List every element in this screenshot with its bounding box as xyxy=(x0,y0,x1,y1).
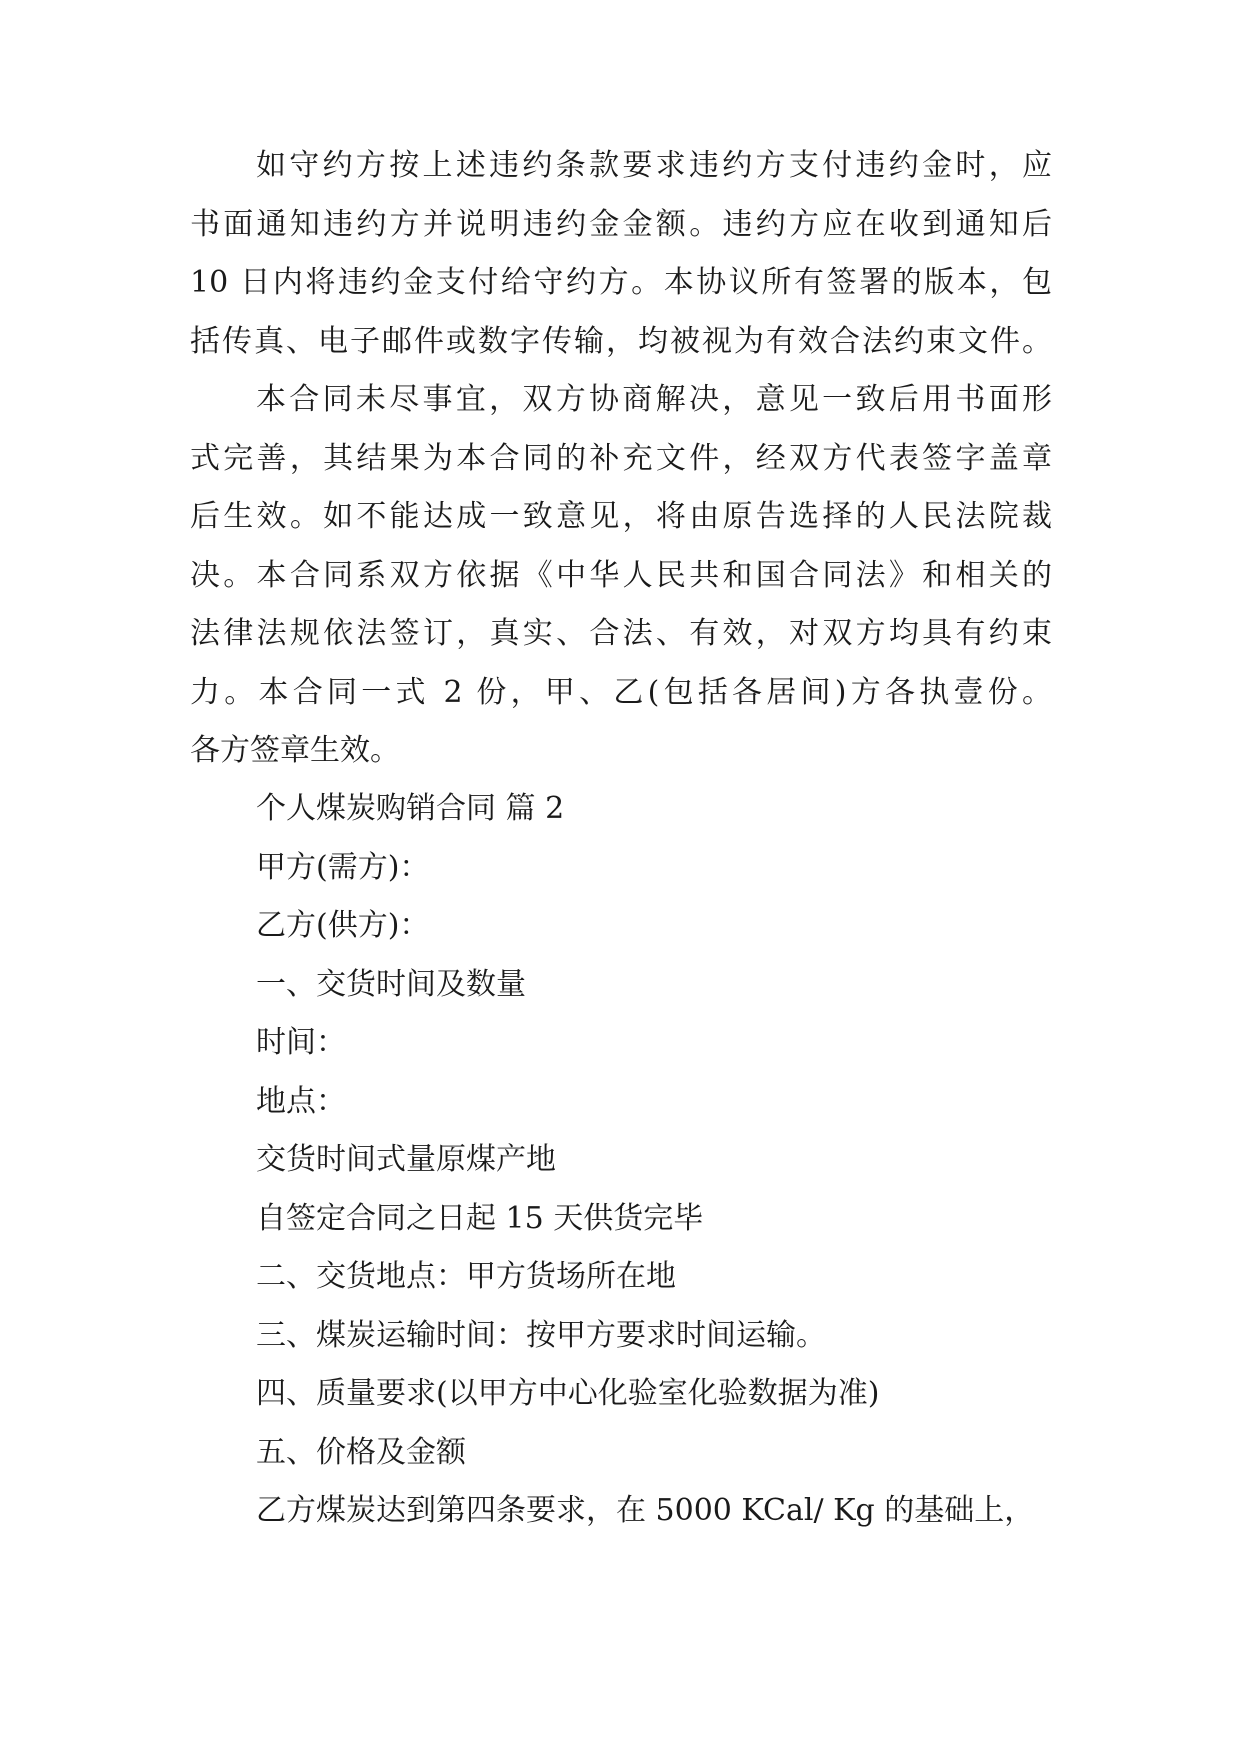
paragraph-line: 力。本合同一式 2 份，甲、乙(包括各居间)方各执壹份。 xyxy=(190,674,1052,710)
paragraph-line: 如守约方按上述违约条款要求违约方支付违约金时，应 xyxy=(256,148,1052,183)
section-3-transport-time: 三、煤炭运输时间：按甲方要求时间运输。 xyxy=(256,1318,826,1353)
party-a-label: 甲方(需方)： xyxy=(256,850,430,885)
delivery-table-header: 交货时间式量原煤产地 xyxy=(256,1142,556,1177)
section-4-quality: 四、质量要求(以甲方中心化验室化验数据为准) xyxy=(256,1376,880,1411)
paragraph-line: 后生效。如不能达成一致意见，将由原告选择的人民法院裁 xyxy=(190,499,1052,534)
party-b-label: 乙方(供方)： xyxy=(256,908,430,943)
paragraph-line: 本合同未尽事宜，双方协商解决，意见一致后用书面形 xyxy=(256,382,1052,417)
contract-title: 个人煤炭购销合同 篇 2 xyxy=(256,791,565,826)
paragraph-line: 10 日内将违约金支付给守约方。本协议所有签署的版本，包 xyxy=(190,265,1052,300)
section-5-price: 五、价格及金额 xyxy=(256,1435,466,1470)
price-clause: 乙方煤炭达到第四条要求，在 5000 KCal/ Kg 的基础上， xyxy=(256,1493,1035,1528)
delivery-term: 自签定合同之日起 15 天供货完毕 xyxy=(256,1201,704,1236)
paragraph-line: 式完善，其结果为本合同的补充文件，经双方代表签字盖章 xyxy=(190,440,1052,476)
paragraph-line: 决。本合同系双方依据《中华人民共和国合同法》和相关的 xyxy=(190,557,1052,593)
section-2-delivery-place: 二、交货地点：甲方货场所在地 xyxy=(256,1259,676,1294)
paragraph-line: 法律法规依法签订，真实、合法、有效，对双方均具有约束 xyxy=(190,616,1052,651)
section-1-heading: 一、交货时间及数量 xyxy=(256,967,526,1002)
place-label: 地点： xyxy=(256,1084,346,1119)
paragraph-breach-notice xyxy=(190,137,1052,371)
time-label: 时间： xyxy=(256,1025,346,1060)
paragraph-line: 括传真、电子邮件或数字传输，均被视为有效合法约束文件。 xyxy=(190,323,1052,359)
paragraph-supplementary-terms xyxy=(190,371,1052,781)
paragraph-line: 各方签章生效。 xyxy=(190,733,400,768)
paragraph-line: 书面通知违约方并说明违约金金额。违约方应在收到通知后 xyxy=(190,206,1052,242)
